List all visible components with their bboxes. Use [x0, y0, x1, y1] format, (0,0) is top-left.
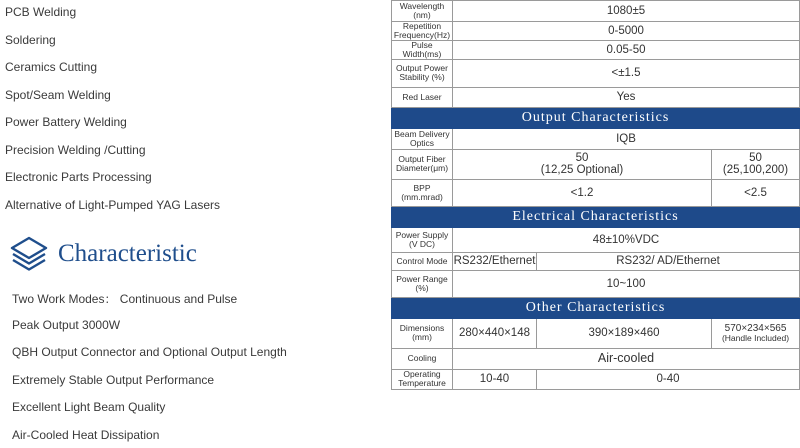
table-row [392, 128, 800, 149]
table-row [392, 318, 800, 348]
cooling-label: Cooling [392, 348, 453, 369]
operating-temp-label: Operating Temperature [392, 369, 453, 389]
pulse-width-value: 0.05-50 [453, 41, 800, 60]
table-row [392, 369, 800, 389]
table-row [392, 149, 800, 179]
table-row [392, 41, 800, 60]
application-item: Electronic Parts Processing [5, 170, 152, 184]
feature-item: Air-Cooled Heat Dissipation [12, 428, 160, 442]
dimensions-note: (Handle Included) [721, 333, 790, 344]
characteristic-heading [8, 234, 197, 274]
table-row [392, 348, 800, 369]
application-item: Alternative of Light-Pumped YAG Lasers [5, 198, 221, 212]
output-section-title: Output Characteristics [392, 107, 800, 128]
operating-temp-value-alt: 0-40 [537, 369, 800, 389]
power-range-label: Power Range (%) [392, 270, 453, 297]
table-row [392, 227, 800, 252]
table-row [392, 22, 800, 41]
application-item: Precision Welding /Cutting [5, 143, 146, 157]
repetition-label: Repetition Frequency(Hz) [392, 22, 453, 41]
section-header-row [392, 297, 800, 318]
bpp-value-alt: <2.5 [712, 179, 800, 206]
power-supply-value: 48±10%VDC [453, 227, 800, 252]
dimensions-label: Dimensions (mm) [392, 318, 453, 348]
application-item: Ceramics Cutting [5, 60, 98, 74]
fiber-diameter-value-line: (12,25 Optional) [540, 164, 624, 177]
fiber-diameter-value-line: 50 [575, 152, 589, 165]
dimensions-value-alt: 390×189×460 [537, 318, 712, 348]
fiber-diameter-label: Output Fiber Diameter(μm) [392, 149, 453, 179]
fiber-diameter-value-alt [712, 149, 800, 179]
stability-label: Output Power Stability (%) [392, 59, 453, 87]
feature-item: QBH Output Connector and Optional Output Length [12, 345, 287, 359]
section-header-row [392, 107, 800, 128]
stacked-layers-icon [8, 234, 50, 274]
control-mode-label: Control Mode [392, 252, 453, 270]
operating-temp-value: 10-40 [453, 369, 537, 389]
control-mode-value: RS232/Ethernet [453, 252, 537, 270]
feature-item: Peak Output 3000W [12, 318, 121, 332]
section-header-row [392, 206, 800, 227]
application-item: Soldering [5, 33, 56, 47]
characteristic-title: Characteristic [58, 240, 197, 267]
beam-delivery-label: Beam Delivery Optics [392, 128, 453, 149]
spec-table [391, 0, 799, 402]
application-item: Spot/Seam Welding [5, 88, 111, 102]
dimensions-value-line: 570×234×565 [724, 322, 787, 334]
stability-value: <±1.5 [453, 59, 800, 87]
power-supply-label: Power Supply (V DC) [392, 227, 453, 252]
cooling-value: Air-cooled [453, 348, 800, 369]
red-laser-label: Red Laser [392, 87, 453, 107]
bpp-value: <1.2 [453, 179, 712, 206]
table-row [392, 252, 800, 270]
beam-delivery-value: IQB [453, 128, 800, 149]
bpp-label: BPP (mm.mrad) [392, 179, 453, 206]
wavelength-value: 1080±5 [453, 1, 800, 22]
application-item: PCB Welding [5, 5, 77, 19]
table-row [392, 87, 800, 107]
wavelength-label: Wavelength (nm) [392, 1, 453, 22]
repetition-value: 0-5000 [453, 22, 800, 41]
table-row [392, 1, 800, 22]
left-panel [0, 0, 380, 448]
feature-item: Excellent Light Beam Quality [12, 400, 166, 414]
control-mode-value-alt: RS232/ AD/Ethernet [537, 252, 800, 270]
fiber-diameter-value-line: (25,100,200) [722, 164, 789, 177]
feature-item: Two Work Modes： Continuous and Pulse [12, 292, 238, 306]
dimensions-value: 280×440×148 [453, 318, 537, 348]
table-row [392, 59, 800, 87]
fiber-diameter-value [453, 149, 712, 179]
table-row [392, 270, 800, 297]
red-laser-value: Yes [453, 87, 800, 107]
table-row [392, 179, 800, 206]
dimensions-value-handle [712, 318, 800, 348]
feature-item: Extremely Stable Output Performance [12, 373, 215, 387]
other-section-title: Other Characteristics [392, 297, 800, 318]
pulse-width-label: Pulse Width(ms) [392, 41, 453, 60]
application-item: Power Battery Welding [5, 115, 127, 129]
electrical-section-title: Electrical Characteristics [392, 206, 800, 227]
fiber-diameter-value-line: 50 [749, 152, 762, 165]
power-range-value: 10~100 [453, 270, 800, 297]
